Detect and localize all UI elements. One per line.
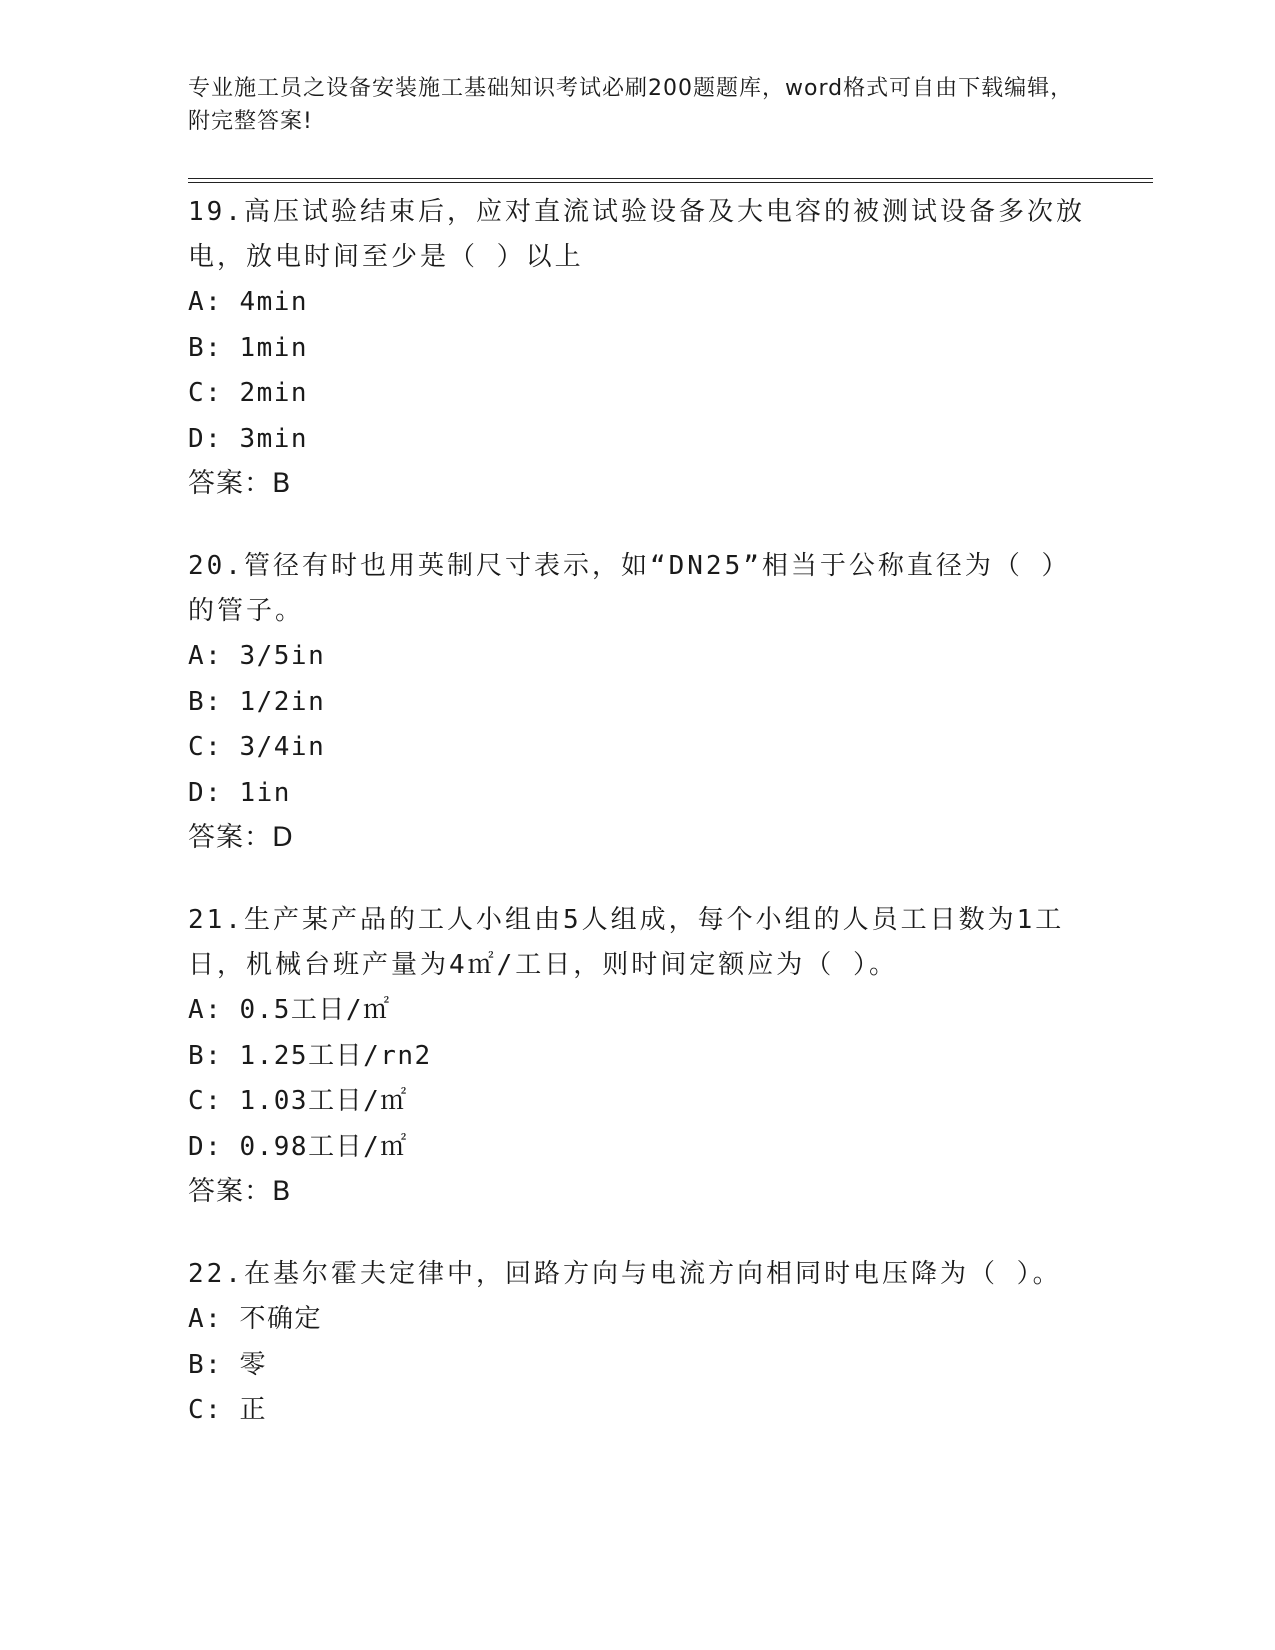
question-text: 22.在基尔霍夫定律中，回路方向与电流方向相同时电压降为（ ）。 <box>188 1259 1062 1289</box>
question-21 <box>188 898 1088 1214</box>
header-divider <box>188 178 1153 183</box>
option-c: C: 正 <box>188 1395 267 1425</box>
question-19 <box>188 190 1088 506</box>
option-b: B: 1min <box>188 332 309 363</box>
question-text: 21.生产某产品的工人小组由5人组成，每个小组的人员工日数为1工日，机械台班产量为4㎡/工日，则时间定额应为（ ）。 <box>188 905 1065 980</box>
page-header: 专业施工员之设备安装施工基础知识考试必刷200题题库，word格式可自由下载编辑，附完整答案! <box>188 76 1074 134</box>
option-b: B: 1/2in <box>188 686 326 717</box>
option-d: D: 0.98工日/㎡ <box>188 1131 408 1162</box>
answer: 答案：B <box>188 1176 292 1207</box>
option-b: B: 零 <box>188 1349 267 1380</box>
option-b: B: 1.25工日/rn2 <box>188 1040 432 1071</box>
answer: 答案：B <box>188 468 292 499</box>
option-c: C: 1.03工日/㎡ <box>188 1086 408 1116</box>
option-d: D: 3min <box>188 423 309 454</box>
option-a: A: 3/5in <box>188 641 326 671</box>
answer: 答案：D <box>188 822 294 853</box>
question-text: 19.高压试验结束后，应对直流试验设备及大电容的被测试设备多次放电，放电时间至少是（ ）以上 <box>188 197 1085 272</box>
question-list <box>188 190 1088 1472</box>
option-a: A: 4min <box>188 287 309 317</box>
option-a: A: 不确定 <box>188 1304 322 1334</box>
option-a: A: 0.5工日/㎡ <box>188 995 391 1025</box>
option-c: C: 3/4in <box>188 732 326 762</box>
option-d: D: 1in <box>188 777 291 808</box>
question-22 <box>188 1252 1088 1434</box>
option-c: C: 2min <box>188 378 309 408</box>
question-text: 20.管径有时也用英制尺寸表示，如“DN25”相当于公称直径为（ ）的管子。 <box>188 551 1071 626</box>
question-20 <box>188 544 1088 860</box>
